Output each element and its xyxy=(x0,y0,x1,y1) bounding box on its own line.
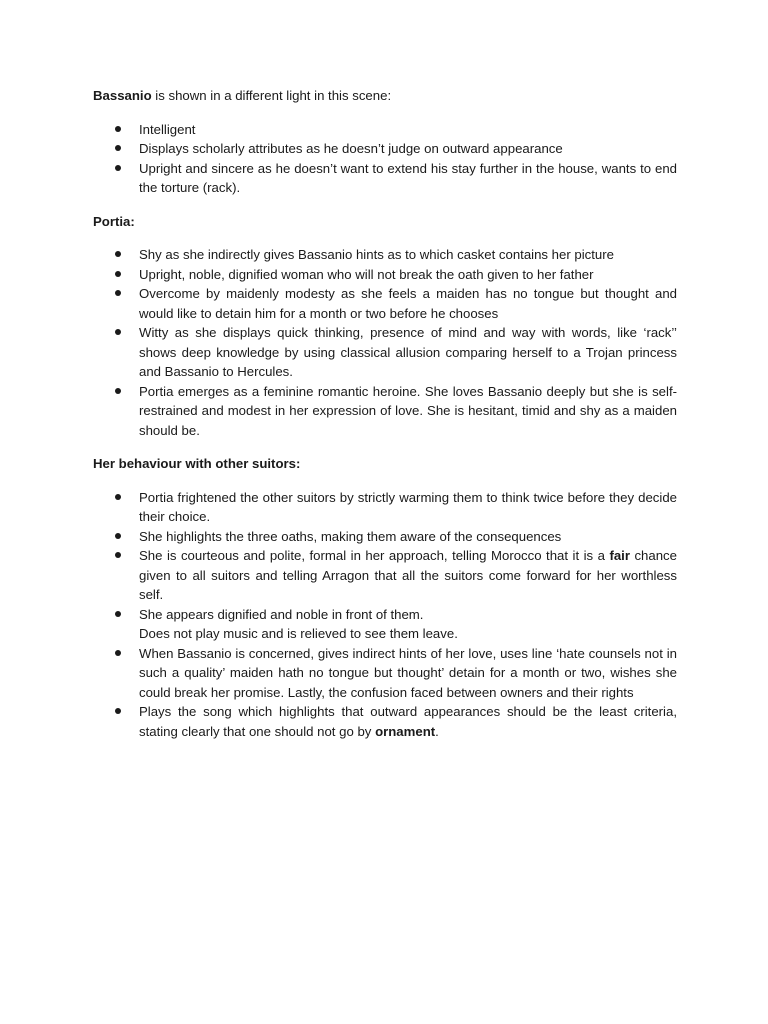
bullet-icon xyxy=(115,329,121,335)
bassanio-intro-text: is shown in a different light in this scene: xyxy=(151,88,392,103)
emphasis-ornament: ornament xyxy=(375,723,436,739)
document-page xyxy=(93,86,677,755)
suitors-list xyxy=(93,488,677,742)
list-item: She is courteous and polite, formal in her approach, telling Morocco that it is a fair chance given to all suitors and telling Arragon that all the suitors come forward for her worthless self. xyxy=(93,546,677,605)
list-item: Portia frightened the other suitors by strictly warming them to think twice before they decide their choice. xyxy=(93,488,677,527)
list-item: Shy as she indirectly gives Bassanio hints as to which casket contains her picture xyxy=(93,245,677,265)
bullet-icon xyxy=(115,271,121,277)
bullet-icon xyxy=(115,611,121,617)
list-item: Overcome by maidenly modesty as she feels a maiden has no tongue but thought and would like to detain him for a month or two before he chooses xyxy=(93,284,677,323)
bassanio-intro xyxy=(93,86,677,106)
bullet-icon xyxy=(115,165,121,171)
portia-heading: Portia: xyxy=(93,213,135,229)
suitors-heading: Her behaviour with other suitors: xyxy=(93,456,301,471)
emphasis-fair: fair xyxy=(609,548,630,563)
bassanio-name: Bassanio xyxy=(93,88,152,103)
list-item: She appears dignified and noble in front of them. Does not play music and is relieved to see them leave. xyxy=(93,605,677,644)
bassanio-list xyxy=(93,120,677,198)
list-item: Upright, noble, dignified woman who will not break the oath given to her father xyxy=(93,265,677,285)
list-item: She highlights the three oaths, making them aware of the consequences xyxy=(93,527,677,547)
bullet-icon xyxy=(115,388,121,394)
list-item: Upright and sincere as he doesn’t want to extend his stay further in the house, wants to end the torture (rack). xyxy=(93,159,677,198)
bullet-icon xyxy=(115,251,121,257)
bullet-icon xyxy=(115,533,121,539)
list-item: Plays the song which highlights that outward appearances should be the least criteria, stating clearly that one should not go by ornament. xyxy=(93,702,677,741)
bullet-icon xyxy=(115,290,121,296)
bullet-icon xyxy=(115,126,121,132)
list-item: Intelligent xyxy=(93,120,677,140)
list-item: When Bassanio is concerned, gives indirect hints of her love, uses line ‘hate counsels not in such a quality’ maiden hath no tongue but thought’ detain for a month or two, wishes she could break her promise. Lastly, the confusion faced between owners and their rights xyxy=(93,644,677,703)
bullet-icon xyxy=(115,552,121,558)
list-item: Displays scholarly attributes as he doesn’t judge on outward appearance xyxy=(93,139,677,159)
bullet-icon xyxy=(115,708,121,714)
bullet-icon xyxy=(115,650,121,656)
list-item: Portia emerges as a feminine romantic heroine. She loves Bassanio deeply but she is self-restrained and modest in her expression of love. She is hesitant, timid and shy as a maiden should be. xyxy=(93,382,677,441)
bullet-icon xyxy=(115,145,121,151)
list-item: Witty as she displays quick thinking, presence of mind and way with words, like ‘rack’’ shows deep knowledge by using classical allusion comparing herself to a Trojan princess and Bassanio to Hercules. xyxy=(93,323,677,382)
bullet-icon xyxy=(115,494,121,500)
portia-list xyxy=(93,245,677,440)
